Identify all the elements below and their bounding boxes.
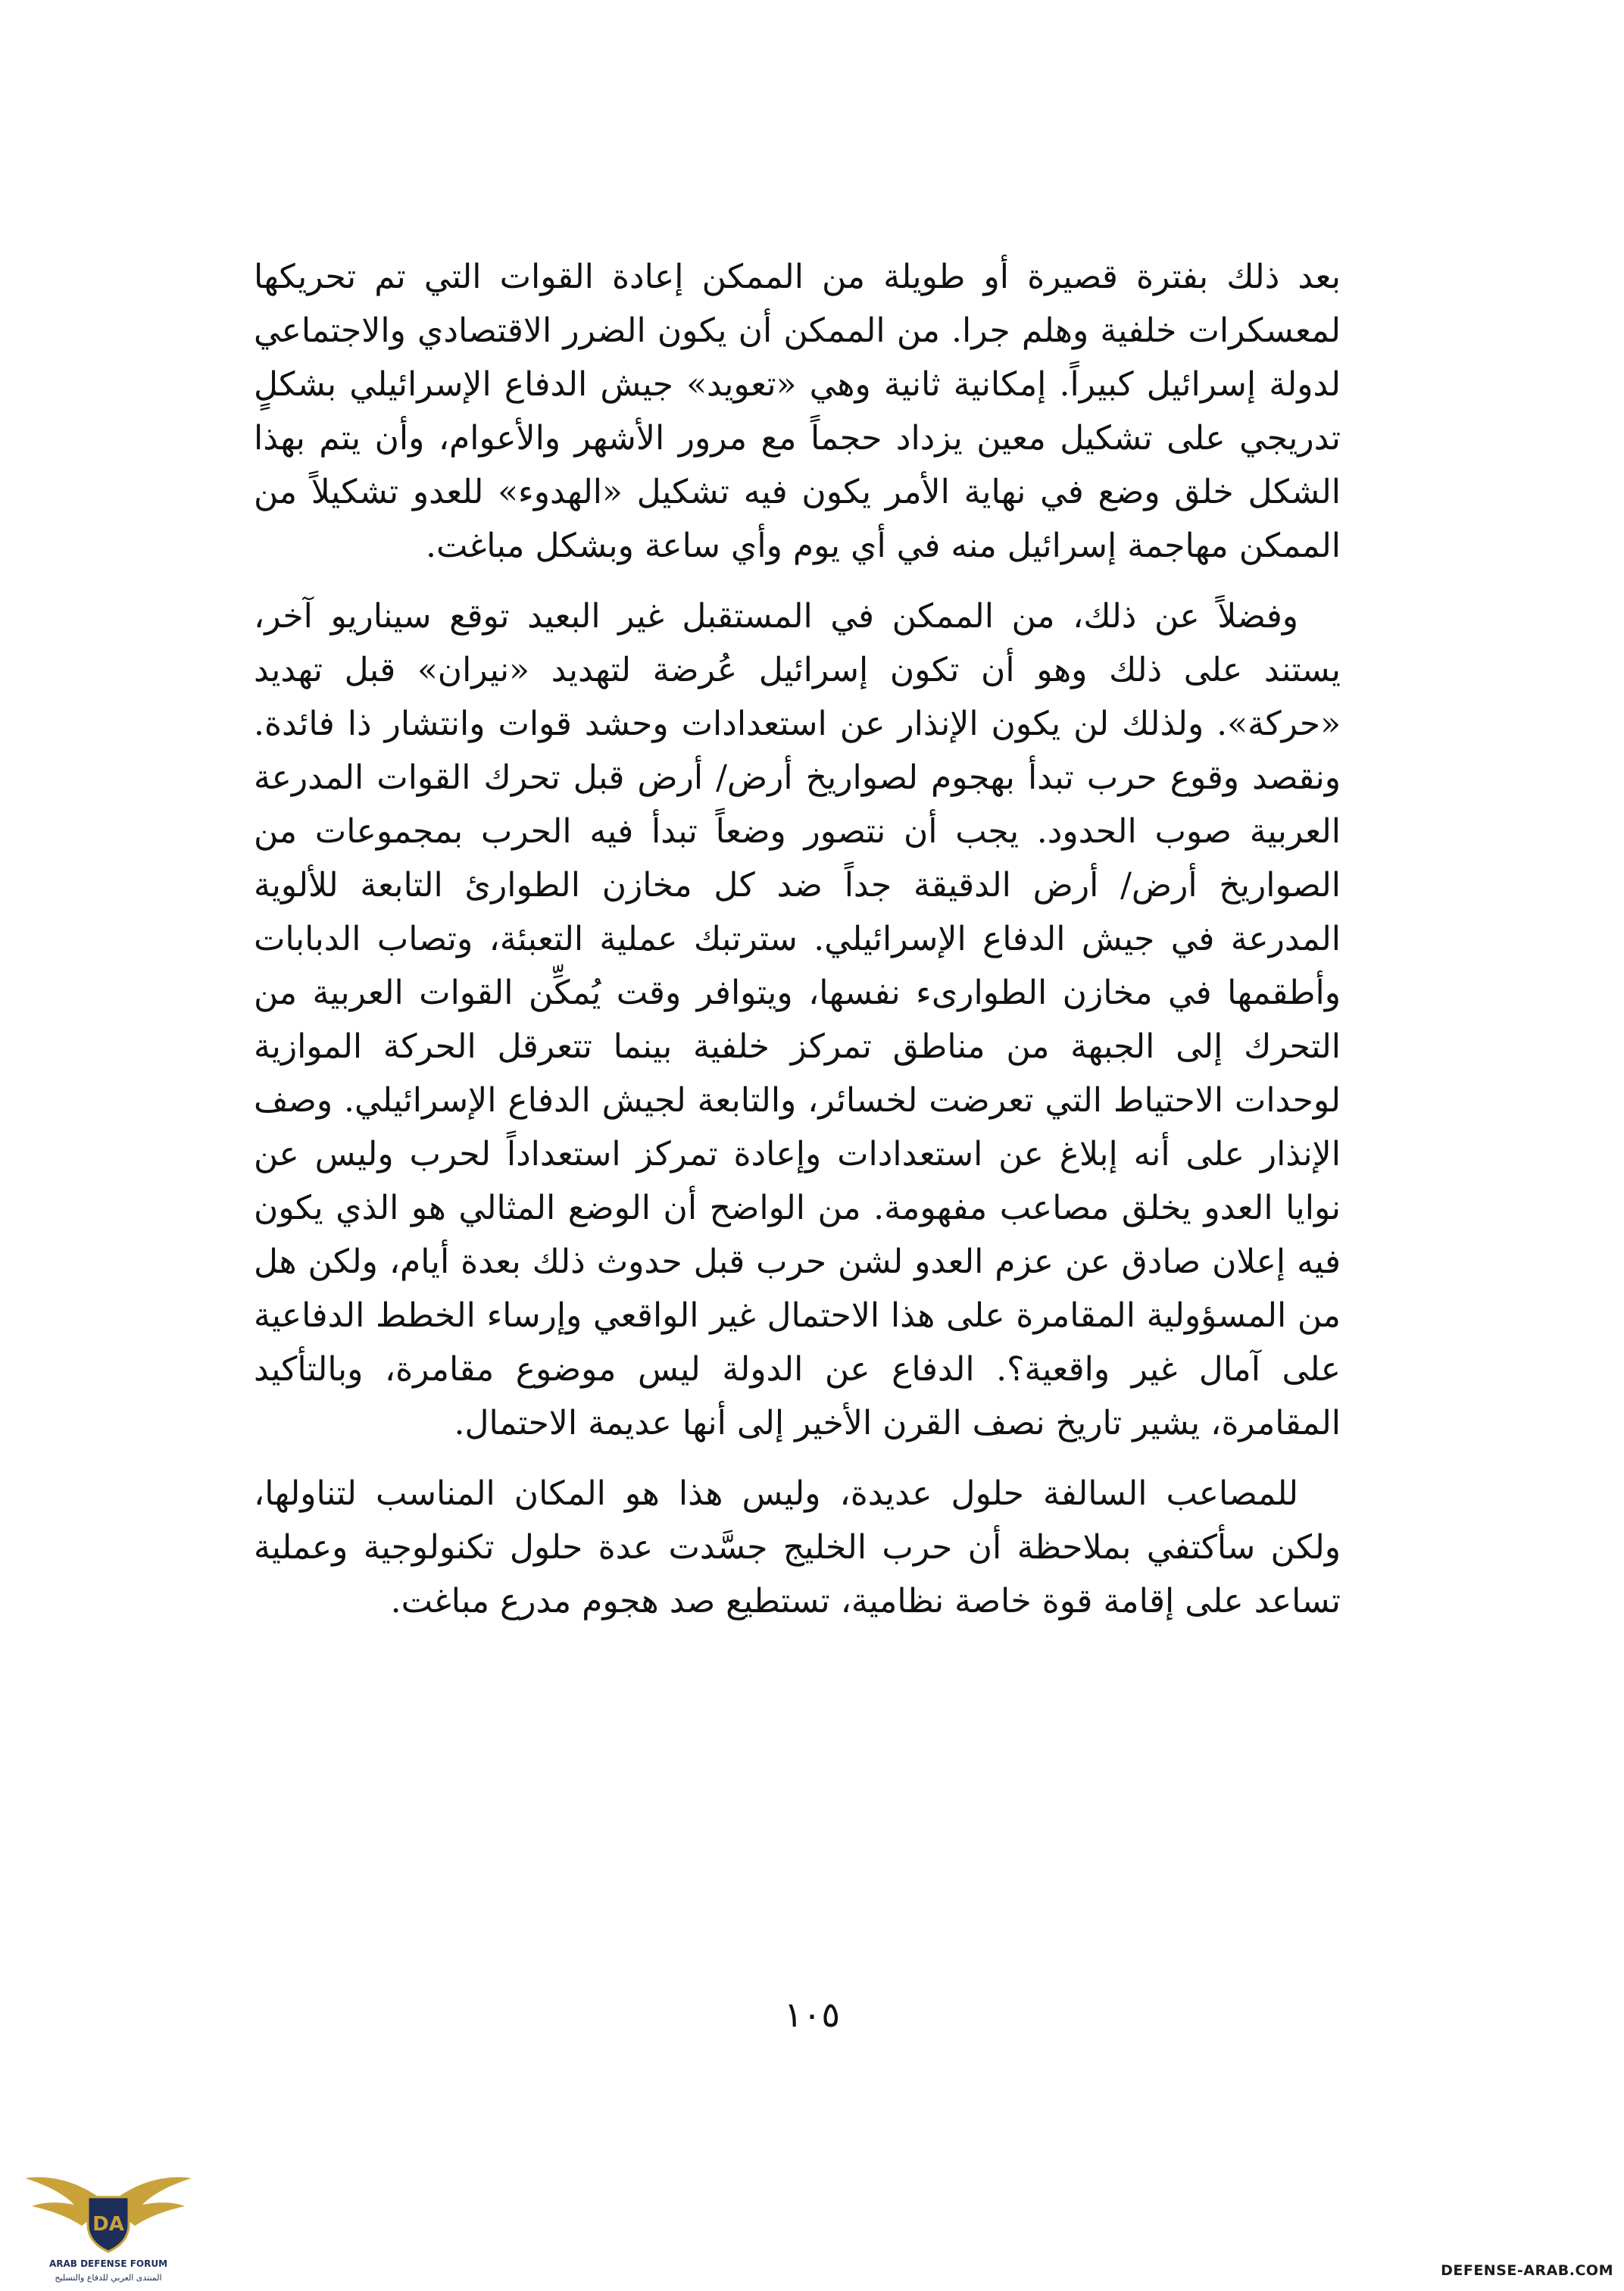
page-body-text (254, 250, 1341, 1645)
logo-subtitle: المنتدى العربي للدفاع والتسليح (55, 2273, 162, 2283)
logo-name: ARAB DEFENSE FORUM (48, 2258, 168, 2269)
watermark-site-url: DEFENSE-ARAB.COM (1441, 2262, 1613, 2279)
page-number: ١٠٥ (783, 1994, 841, 2035)
eagle-wings-icon (21, 2152, 195, 2288)
logo-letters: DA (92, 2213, 124, 2236)
paragraph-2: وفضلاً عن ذلك، من الممكن في المستقبل غير البعيد توقع سيناريو آخر، يستند على ذلك وهو أن تكون إسرائيل عُرضة لتهديد «نيران» قبل تهديد «حركة». ولذلك لن يكون الإنذار عن استعدادات وحشد قوات وانتشار ذا فائدة. ونقصد وقوع حرب تبدأ بهجوم لصواريخ أرض/ أرض قبل تحرك القوات المدرعة العربية صوب الحدود. يجب أن نتصور وضعاً تبدأ فيه الحرب بمجموعات من الصواريخ أرض/ أرض الدقيقة جداً ضد كل مخازن الطوارئ التابعة للألوية المدرعة في جيش الدفاع الإسرائيلي. سترتبك عملية التعبئة، وتصاب الدبابات وأطقمها في مخازن الطوارىء نفسها، ويتوافر وقت يُمكِّن القوات العربية من التحرك إلى الجبهة من مناطق تمركز خلفية بينما تتعرقل الحركة الموازية لوحدات الاحتياط التي تعرضت لخسائر، والتابعة لجيش الدفاع الإسرائيلي. وصف الإنذار على أنه إبلاغ عن استعدادات وإعادة تمركز استعداداً لحرب وليس عن نوايا العدو يخلق مصاعب مفهومة. من الواضح أن الوضع المثالي هو الذي يكون فيه إعلان صادق عن عزم العدو لشن حرب قبل حدوث ذلك بعدة أيام، ولكن هل من المسؤولية المقامرة على هذا الاحتمال غير الواقعي وإرساء الخطط الدفاعية على آمال غير واقعية؟. الدفاع عن الدولة ليس موضوع مقامرة، وبالتأكيد المقامرة، يشير تاريخ نصف القرن الأخير إلى أنها عديمة الاحتمال. (254, 597, 1341, 1442)
paragraph-1: بعد ذلك بفترة قصيرة أو طويلة من الممكن إعادة القوات التي تم تحريكها لمعسكرات خلفية وهلم جرا. من الممكن أن يكون الضرر الاقتصادي والاجتماعي لدولة إسرائيل كبيراً. إمكانية ثانية وهي «تعويد» جيش الدفاع الإسرائيلي بشكلٍ تدريجي على تشكيل معين يزداد حجماً مع مرور الأشهر والأعوام، وأن يتم بهذا الشكل خلق وضع في نهاية الأمر يكون فيه تشكيل «الهدوء» للعدو تشكيلاً من الممكن مهاجمة إسرائيل منه في أي يوم وأي ساعة وبشكل مباغت. (254, 258, 1341, 565)
paragraph-3: للمصاعب السالفة حلول عديدة، وليس هذا هو المكان المناسب لتناولها، ولكن سأكتفي بملاحظة أن حرب الخليج جسَّدت عدة حلول تكنولوجية وعملية تساعد على إقامة قوة خاصة نظامية، تستطيع صد هجوم مدرع مباغت. (254, 1474, 1341, 1621)
arab-defense-forum-logo (21, 2152, 195, 2288)
